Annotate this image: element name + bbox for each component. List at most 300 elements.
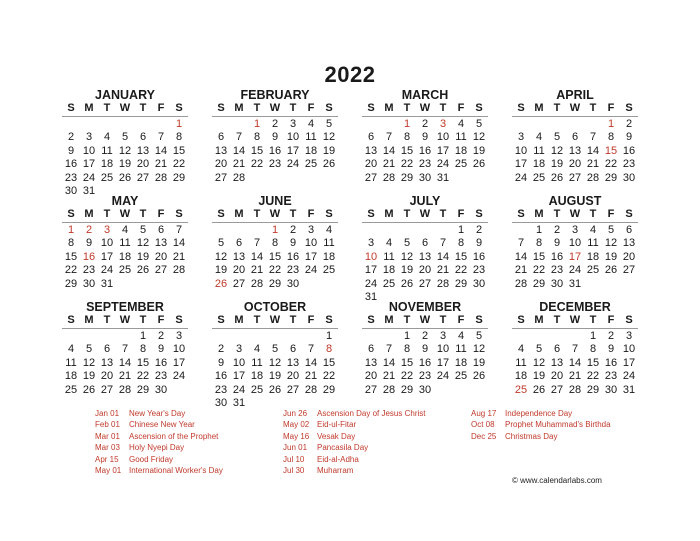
holiday-item <box>283 431 426 442</box>
day-cell: 20 <box>154 250 168 263</box>
day-cell: 10 <box>286 131 300 144</box>
day-cell: 5 <box>217 237 225 250</box>
day-cell: 25 <box>514 383 528 396</box>
day-cell: 14 <box>154 144 168 157</box>
weekday-label: S <box>475 102 483 114</box>
weekday-header <box>362 314 488 329</box>
day-cell: 20 <box>622 250 636 263</box>
month-may <box>62 194 188 291</box>
day-cell: 25 <box>118 264 132 277</box>
day-cell: 9 <box>289 237 297 250</box>
empty-cell <box>230 118 248 131</box>
day-cell: 1 <box>253 118 261 130</box>
day-cell: 1 <box>271 224 279 236</box>
weekday-label: M <box>84 102 94 114</box>
month-name: MAY <box>111 194 139 208</box>
day-cell: 4 <box>121 224 129 236</box>
day-cell: 22 <box>454 264 468 277</box>
day-cell: 2 <box>553 224 561 236</box>
weekday-header <box>62 208 188 223</box>
holiday-column <box>471 408 611 442</box>
day-cell: 18 <box>322 250 336 263</box>
day-cell: 9 <box>157 343 165 356</box>
day-cell: 2 <box>157 330 165 342</box>
day-cell: 9 <box>553 237 561 250</box>
day-cell: 28 <box>172 264 186 277</box>
day-cell: 28 <box>250 277 264 290</box>
weekday-label: F <box>157 102 165 114</box>
year-title: 2022 <box>324 62 376 87</box>
day-cell: 24 <box>232 383 246 396</box>
day-cell: 27 <box>568 171 582 184</box>
day-cell: 8 <box>325 343 333 356</box>
day-cell: 25 <box>100 171 114 184</box>
weekday-label: S <box>367 314 375 326</box>
day-cell: 21 <box>304 370 318 383</box>
empty-cell <box>584 118 602 131</box>
day-cell: 5 <box>325 118 333 130</box>
day-cell: 29 <box>532 277 546 290</box>
weekday-label: S <box>175 208 183 220</box>
day-cell: 13 <box>568 144 582 157</box>
day-cell: 4 <box>103 131 111 144</box>
month-name: APRIL <box>556 88 594 102</box>
day-cell: 28 <box>154 171 168 184</box>
empty-cell <box>416 224 434 237</box>
day-cell: 13 <box>622 237 636 250</box>
day-cell: 23 <box>82 264 96 277</box>
month-name: AUGUST <box>548 194 602 208</box>
day-cell: 19 <box>604 250 618 263</box>
day-cell: 2 <box>421 330 429 342</box>
day-cell: 3 <box>85 131 93 144</box>
day-cell: 28 <box>382 171 396 184</box>
day-cell: 2 <box>67 131 75 144</box>
day-cell: 23 <box>418 370 432 383</box>
month-february <box>212 88 338 185</box>
day-cell: 16 <box>64 158 78 171</box>
day-grid <box>62 330 188 397</box>
empty-cell <box>380 118 398 131</box>
holiday-item <box>95 465 223 476</box>
day-cell: 10 <box>100 237 114 250</box>
day-cell: 28 <box>568 383 582 396</box>
day-cell: 5 <box>553 131 561 144</box>
weekday-label: S <box>367 208 375 220</box>
weekday-label: S <box>517 314 525 326</box>
day-cell: 15 <box>454 250 468 263</box>
day-cell: 14 <box>514 250 528 263</box>
weekday-label: M <box>534 208 544 220</box>
day-cell: 20 <box>364 158 378 171</box>
holiday-item <box>283 419 426 430</box>
day-cell: 3 <box>625 330 633 342</box>
weekday-label: T <box>253 102 261 114</box>
day-cell: 1 <box>457 224 465 236</box>
weekday-label: S <box>517 102 525 114</box>
day-cell: 30 <box>418 171 432 184</box>
day-cell: 4 <box>535 131 543 144</box>
day-cell: 24 <box>436 370 450 383</box>
day-cell: 16 <box>604 356 618 369</box>
day-cell: 16 <box>418 144 432 157</box>
month-name: DECEMBER <box>539 300 611 314</box>
day-cell: 9 <box>475 237 483 250</box>
day-cell: 3 <box>517 131 525 144</box>
day-cell: 28 <box>586 171 600 184</box>
day-cell: 11 <box>515 356 527 369</box>
weekday-label: M <box>84 314 94 326</box>
empty-cell <box>566 118 584 131</box>
day-cell: 24 <box>172 370 186 383</box>
day-cell: 4 <box>253 343 261 356</box>
empty-cell <box>212 330 230 343</box>
day-cell: 7 <box>517 237 525 250</box>
day-cell: 24 <box>304 264 318 277</box>
day-cell: 12 <box>532 356 546 369</box>
holiday-item <box>283 454 426 465</box>
weekday-label: T <box>553 314 561 326</box>
day-cell: 15 <box>400 356 414 369</box>
day-cell: 25 <box>586 264 600 277</box>
day-cell: 28 <box>436 277 450 290</box>
holiday-item <box>95 408 223 419</box>
month-name: FEBRUARY <box>240 88 310 102</box>
holiday-item <box>95 454 223 465</box>
day-cell: 29 <box>604 171 618 184</box>
day-cell: 2 <box>607 330 615 342</box>
empty-cell <box>512 224 530 237</box>
day-cell: 9 <box>67 144 75 157</box>
day-cell: 8 <box>457 237 465 250</box>
day-cell: 22 <box>586 370 600 383</box>
day-cell: 2 <box>271 118 279 130</box>
day-cell: 19 <box>472 144 486 157</box>
month-november <box>362 300 488 397</box>
day-cell: 20 <box>100 370 114 383</box>
day-cell: 26 <box>136 264 150 277</box>
day-cell: 31 <box>436 171 450 184</box>
day-cell: 6 <box>235 237 243 250</box>
day-cell: 8 <box>271 237 279 250</box>
month-august <box>512 194 638 291</box>
empty-cell <box>98 118 116 131</box>
month-name: NOVEMBER <box>388 300 462 314</box>
day-cell: 10 <box>436 131 450 144</box>
day-grid <box>362 224 488 304</box>
day-cell: 22 <box>532 264 546 277</box>
day-cell: 16 <box>214 370 228 383</box>
weekday-header <box>512 208 638 223</box>
holiday-item <box>283 442 426 453</box>
day-cell: 31 <box>622 383 636 396</box>
day-cell: 22 <box>400 370 414 383</box>
day-cell: 3 <box>103 224 111 236</box>
empty-cell <box>512 330 530 343</box>
day-cell: 7 <box>385 131 393 144</box>
day-cell: 22 <box>400 158 414 171</box>
day-cell: 2 <box>217 343 225 356</box>
day-cell: 2 <box>625 118 633 130</box>
month-name: SEPTEMBER <box>86 300 164 314</box>
day-cell: 20 <box>550 370 564 383</box>
day-cell: 26 <box>118 171 132 184</box>
weekday-label: M <box>84 208 94 220</box>
day-cell: 15 <box>250 144 264 157</box>
holiday-item <box>471 431 611 442</box>
day-cell: 5 <box>121 131 129 144</box>
weekday-label: T <box>439 314 447 326</box>
day-cell: 19 <box>532 370 546 383</box>
weekday-header <box>212 208 338 223</box>
day-cell: 25 <box>454 158 468 171</box>
day-cell: 23 <box>418 158 432 171</box>
day-cell: 13 <box>100 356 114 369</box>
month-name: JANUARY <box>95 88 155 102</box>
day-cell: 1 <box>403 118 411 130</box>
day-cell: 1 <box>139 330 147 342</box>
day-cell: 14 <box>382 144 396 157</box>
day-cell: 20 <box>286 370 300 383</box>
day-cell: 7 <box>121 343 129 356</box>
day-cell: 13 <box>154 237 168 250</box>
day-cell: 7 <box>385 343 393 356</box>
day-cell: 11 <box>383 250 395 263</box>
day-cell: 19 <box>82 370 96 383</box>
month-december <box>512 300 638 397</box>
day-cell: 9 <box>625 131 633 144</box>
day-cell: 26 <box>472 370 486 383</box>
weekday-label: T <box>403 208 411 220</box>
holiday-date: Dec 25 <box>471 431 497 441</box>
weekday-label: S <box>67 208 75 220</box>
weekday-label: W <box>569 208 581 220</box>
day-cell: 7 <box>157 131 165 144</box>
month-name: JUNE <box>258 194 292 208</box>
empty-cell <box>266 330 284 343</box>
month-july <box>362 194 488 304</box>
day-cell: 8 <box>535 237 543 250</box>
day-cell: 5 <box>607 224 615 236</box>
day-cell: 8 <box>253 131 261 144</box>
day-cell: 24 <box>286 158 300 171</box>
weekday-label: S <box>625 208 633 220</box>
day-cell: 17 <box>82 158 96 171</box>
day-cell: 29 <box>64 277 78 290</box>
weekday-header <box>62 102 188 117</box>
day-cell: 30 <box>472 277 486 290</box>
weekday-label: F <box>307 208 315 220</box>
day-cell: 5 <box>475 118 483 130</box>
day-cell: 21 <box>154 158 168 171</box>
day-cell: 16 <box>286 250 300 263</box>
weekday-label: M <box>534 102 544 114</box>
day-cell: 1 <box>607 118 615 130</box>
day-cell: 6 <box>625 224 633 236</box>
day-cell: 23 <box>154 370 168 383</box>
weekday-label: M <box>234 314 244 326</box>
day-cell: 25 <box>322 264 336 277</box>
empty-cell <box>230 330 248 343</box>
day-grid <box>212 118 338 185</box>
day-cell: 30 <box>550 277 564 290</box>
day-cell: 20 <box>232 264 246 277</box>
day-cell: 1 <box>403 330 411 342</box>
day-cell: 18 <box>118 250 132 263</box>
day-cell: 21 <box>232 158 246 171</box>
holiday-name: Prophet Muhammad's Birthda <box>505 420 611 430</box>
day-cell: 12 <box>550 144 564 157</box>
day-cell: 7 <box>235 131 243 144</box>
day-cell: 4 <box>457 118 465 130</box>
day-cell: 27 <box>550 383 564 396</box>
day-cell: 11 <box>65 356 77 369</box>
day-cell: 26 <box>604 264 618 277</box>
day-cell: 19 <box>322 144 336 157</box>
day-cell: 14 <box>436 250 450 263</box>
empty-cell <box>302 330 320 343</box>
weekday-label: T <box>403 102 411 114</box>
day-cell: 10 <box>364 250 378 263</box>
weekday-label: W <box>119 314 131 326</box>
day-cell: 19 <box>550 158 564 171</box>
holiday-name: Eid-ul-Fitar <box>317 420 357 430</box>
day-cell: 27 <box>232 277 246 290</box>
day-cell: 9 <box>217 356 225 369</box>
day-cell: 17 <box>436 144 450 157</box>
weekday-label: M <box>384 314 394 326</box>
empty-cell <box>212 224 230 237</box>
day-cell: 6 <box>571 131 579 144</box>
day-cell: 20 <box>364 370 378 383</box>
day-cell: 4 <box>589 224 597 236</box>
holiday-date: Mar 03 <box>95 443 120 453</box>
day-cell: 18 <box>514 370 528 383</box>
month-january <box>62 88 188 198</box>
day-cell: 7 <box>439 237 447 250</box>
holiday-date: May 02 <box>283 420 310 430</box>
day-cell: 24 <box>436 158 450 171</box>
day-cell: 4 <box>385 237 393 250</box>
day-cell: 14 <box>172 237 186 250</box>
weekday-label: F <box>607 102 615 114</box>
day-cell: 9 <box>85 237 93 250</box>
day-cell: 24 <box>100 264 114 277</box>
month-name: JULY <box>409 194 441 208</box>
day-cell: 21 <box>436 264 450 277</box>
day-cell: 20 <box>214 158 228 171</box>
day-cell: 24 <box>514 171 528 184</box>
weekday-label: T <box>103 314 111 326</box>
weekday-label: M <box>234 102 244 114</box>
day-grid <box>62 224 188 291</box>
weekday-label: S <box>67 314 75 326</box>
day-cell: 26 <box>322 158 336 171</box>
empty-cell <box>116 330 134 343</box>
day-grid <box>212 330 338 410</box>
day-cell: 30 <box>214 396 228 409</box>
weekday-label: T <box>439 102 447 114</box>
day-cell: 6 <box>553 343 561 356</box>
weekday-label: S <box>217 208 225 220</box>
day-cell: 29 <box>454 277 468 290</box>
weekday-label: S <box>175 102 183 114</box>
day-cell: 22 <box>172 158 186 171</box>
weekday-label: W <box>419 208 431 220</box>
day-cell: 30 <box>604 383 618 396</box>
day-cell: 25 <box>454 370 468 383</box>
day-cell: 14 <box>250 250 264 263</box>
weekday-label: M <box>534 314 544 326</box>
weekday-label: S <box>625 314 633 326</box>
day-cell: 24 <box>622 370 636 383</box>
day-cell: 13 <box>364 144 378 157</box>
weekday-label: S <box>217 314 225 326</box>
day-cell: 13 <box>550 356 564 369</box>
day-cell: 20 <box>568 158 582 171</box>
weekday-label: S <box>475 314 483 326</box>
credit-text: © www.calendarlabs.com <box>512 476 602 485</box>
empty-cell <box>362 330 380 343</box>
holiday-name: Chinese New Year <box>129 420 195 430</box>
weekday-label: S <box>625 102 633 114</box>
holiday-date: Feb 01 <box>95 420 120 430</box>
day-cell: 18 <box>454 144 468 157</box>
weekday-label: S <box>67 102 75 114</box>
empty-cell <box>248 330 266 343</box>
weekday-label: F <box>307 102 315 114</box>
empty-cell <box>380 330 398 343</box>
day-cell: 12 <box>118 144 132 157</box>
day-cell: 16 <box>82 250 96 263</box>
day-cell: 15 <box>172 144 186 157</box>
day-cell: 17 <box>364 264 378 277</box>
day-cell: 25 <box>382 277 396 290</box>
day-cell: 25 <box>250 383 264 396</box>
day-cell: 29 <box>586 383 600 396</box>
day-cell: 10 <box>514 144 528 157</box>
holiday-item <box>95 431 223 442</box>
holiday-column <box>95 408 223 476</box>
day-cell: 10 <box>568 237 582 250</box>
day-cell: 9 <box>607 343 615 356</box>
holiday-item <box>283 465 426 476</box>
day-cell: 25 <box>532 171 546 184</box>
day-cell: 21 <box>172 250 186 263</box>
weekday-header <box>362 208 488 223</box>
day-cell: 17 <box>286 144 300 157</box>
weekday-label: M <box>234 208 244 220</box>
day-cell: 28 <box>304 383 318 396</box>
day-cell: 14 <box>232 144 246 157</box>
day-cell: 4 <box>325 224 333 236</box>
day-cell: 12 <box>136 237 150 250</box>
holiday-date: May 01 <box>95 466 122 476</box>
weekday-header <box>212 102 338 117</box>
empty-cell <box>134 118 152 131</box>
weekday-label: T <box>103 208 111 220</box>
day-cell: 19 <box>118 158 132 171</box>
weekday-label: S <box>325 314 333 326</box>
day-cell: 13 <box>364 356 378 369</box>
day-cell: 9 <box>271 131 279 144</box>
weekday-label: T <box>589 208 597 220</box>
weekday-label: F <box>157 314 165 326</box>
weekday-label: T <box>403 314 411 326</box>
day-cell: 27 <box>622 264 636 277</box>
day-cell: 15 <box>604 144 618 157</box>
day-cell: 28 <box>118 383 132 396</box>
